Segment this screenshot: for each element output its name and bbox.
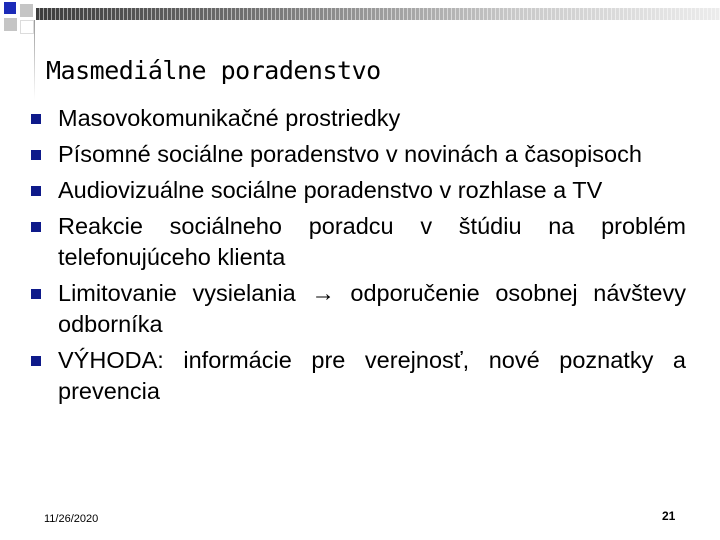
slide-title: Masmediálne poradenstvo bbox=[46, 56, 381, 85]
page-number: 21 bbox=[662, 509, 676, 523]
decorative-square-gray bbox=[20, 4, 33, 17]
square-bullet-icon bbox=[31, 114, 41, 124]
bullet-item bbox=[30, 345, 686, 407]
bullet-text: Reakcie sociálneho poradcu v štúdiu na problém telefonujúceho klienta bbox=[58, 213, 686, 270]
header-vertical-line bbox=[34, 20, 35, 100]
square-bullet-icon bbox=[31, 356, 41, 366]
square-bullet-icon bbox=[31, 222, 41, 232]
footer-date: 11/26/2020 bbox=[44, 513, 99, 525]
bullet-item bbox=[30, 175, 686, 206]
bullet-text: VÝHODA: informácie pre verejnosť, nové poznatky a prevencia bbox=[58, 347, 686, 404]
bullet-text: Písomné sociálne poradenstvo v novinách a časopisoch bbox=[58, 141, 642, 167]
bullet-item bbox=[30, 103, 686, 134]
decorative-square-white bbox=[20, 20, 34, 34]
bullet-item bbox=[30, 278, 686, 340]
header-gradient-bar bbox=[36, 8, 720, 20]
square-bullet-icon bbox=[31, 289, 41, 299]
bullet-text: Audiovizuálne sociálne poradenstvo v rozhlase a TV bbox=[58, 177, 603, 203]
decorative-square-gray bbox=[4, 18, 17, 31]
bullet-text: Limitovanie vysielania → odporučenie osobnej návštevy odborníka bbox=[58, 280, 686, 337]
square-bullet-icon bbox=[31, 186, 41, 196]
bullet-list bbox=[30, 103, 686, 412]
decorative-square-blue bbox=[4, 2, 16, 14]
bullet-item bbox=[30, 211, 686, 273]
square-bullet-icon bbox=[31, 150, 41, 160]
bullet-item bbox=[30, 139, 686, 170]
header-decoration bbox=[0, 0, 60, 45]
bullet-text: Masovokomunikačné prostriedky bbox=[58, 105, 401, 131]
